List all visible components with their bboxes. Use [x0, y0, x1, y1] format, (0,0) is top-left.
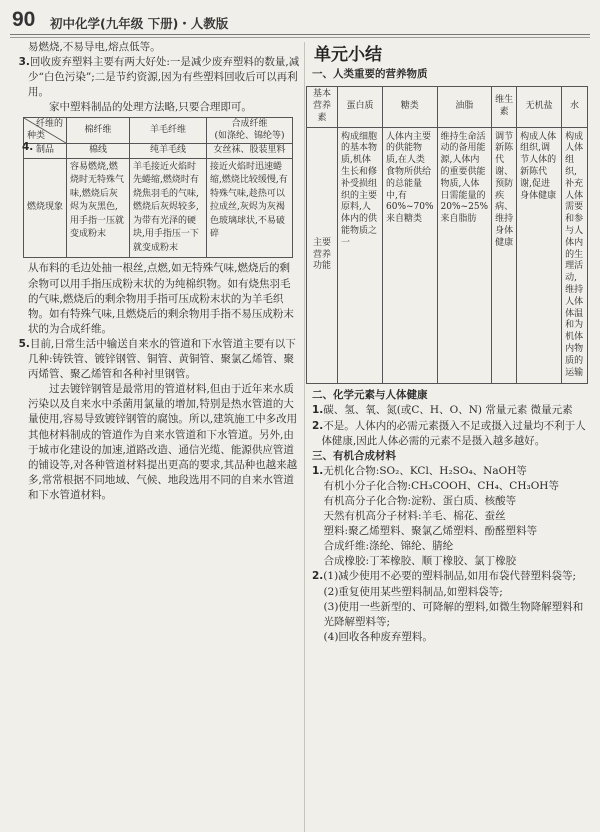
- header-carbohydrates: 糖类: [383, 87, 438, 127]
- item-text: 碳、氢、氧、氮(或C、H、O、N) 常量元素 微量元素: [323, 404, 573, 417]
- degradable-plastics: (3)使用一些新型的、可降解的塑料,如微生物降解塑料和光降解塑料等;: [323, 600, 584, 628]
- page-header: [10, 6, 590, 34]
- item-text: 不是。人体内的必需元素摄入不足或摄入过量均不利于人体健康,因此人体必需的元素不是摄入越多越好。: [321, 419, 586, 447]
- header-rule: [10, 34, 590, 35]
- cell-minerals-function: 构成人体组织,调节人体的新陈代谢,促进身体健康: [517, 127, 562, 384]
- paragraph-home-plastics: 家中塑料制品的处理方法略,只要合理即可。: [49, 101, 252, 114]
- item-number: 1.: [312, 464, 324, 477]
- section-2-heading: 二、化学元素与人体健康: [312, 389, 428, 402]
- cell-carbohydrates-function: 人体内主要的供能物质,在人类食物所供给的总能量中,有60%~70%来自糖类: [383, 127, 438, 384]
- natural-polymer-materials: 天然有机高分子材料:羊毛、棉花、蚕丝: [323, 510, 506, 523]
- page-number: 90: [12, 8, 36, 31]
- header-basic-nutrients: 基本营养素: [307, 87, 338, 127]
- cell-vitamins-function: 调节新陈代谢、预防疾病、维持身体健康: [492, 127, 517, 384]
- cell-fats-function: 维持生命活动的备用能源,人体内的重要供能物质,人体日需能量的20%~25%来自脂肪: [437, 127, 492, 384]
- row-label-products: 制品: [24, 144, 67, 159]
- item-number: 2.: [312, 419, 324, 432]
- reuse-plastics: (2)重复使用某些塑料制品,如塑料袋等;: [323, 585, 503, 598]
- header-water: 水: [562, 87, 588, 127]
- cell-synthetic-product: 女丝袜、股装里料: [207, 144, 293, 159]
- cell-wool-product: 纯羊毛线: [130, 144, 207, 159]
- item-number: 3.: [18, 56, 30, 69]
- paragraph-fiber-identification: 从布料的毛边处抽一根丝,点燃,如无特殊气味,燃烧后的剩余物可以用手指压成粉末状的为纯棉织物。如有烧焦羽毛的气味,燃烧后的剩余物用手指可压成粉末状的为羊毛织物。如有特殊气味,且燃烧后的剩余物用手指不易压成粉末状的为合成纤维。: [28, 262, 294, 335]
- item-number: 1.: [312, 404, 324, 417]
- cell-water-function: 构成人体组织,补充人体需要和参与人体内的生理活动,维持人体体温和为机体内物质的运输: [562, 127, 588, 384]
- book-title: 初中化学(九年级 下册)・人教版: [50, 16, 229, 31]
- synthetic-fibers-line: 合成纤维:涤纶、锦纶、腈纶: [323, 540, 454, 553]
- organic-macromolecules: 有机高分子化合物:淀粉、蛋白质、核酸等: [323, 494, 517, 507]
- header-synthetic-line2: (如涤纶、锦纶等): [214, 130, 285, 141]
- cell-cotton-product: 棉线: [67, 144, 130, 159]
- corner-bottom-label: 种类: [27, 130, 46, 141]
- nutrients-table: [306, 86, 588, 384]
- header-fats: 油脂: [437, 87, 492, 127]
- organic-small-molecules: 有机小分子化合物:CH₃COOH、CH₄、CH₃OH等: [323, 479, 559, 492]
- answer-item-5: [19, 337, 300, 382]
- header-cotton: 棉纤维: [67, 118, 130, 144]
- synthetic-rubber-line: 合成橡胶:丁苯橡胶、顺丁橡胶、氯丁橡胶: [323, 555, 517, 568]
- item-text: 回收废弃塑料主要有两大好处:一是减少废弃塑料的数量,减少“白色污染”;二是节约资源,因为有些塑料回收后可以再利用。: [28, 56, 300, 99]
- item-text: 目前,日常生活中输送自来水的管道和下水管道主要有以下几种:铸铁管、镀锌钢管、铜管、黄铜管、聚氯乙烯管、聚丙烯管、聚乙烯管和各种衬里钢管。: [28, 337, 296, 381]
- header-synthetic: [207, 118, 293, 144]
- right-column: [312, 40, 590, 645]
- answer-item-3: [19, 55, 300, 100]
- row-label-function: 主要营养功能: [307, 127, 338, 384]
- paragraph-pipe-materials: 过去镀锌钢管是最常用的管道材料,但由于近年来水质污染以及自来水中杀菌用氯量的增加,特别是热水管道的大量使用,容易导致镀锌钢管的腐蚀。所以,建筑施工中多改用其他材料制成的管道作为自来水管道和下水管道。另外,由于城市化建设的加速,道路改造、通信光缆、能源供应管道的铺设等,对各种管道材料提出更高的要求,其品种也越来越多,常常根据不同地域、气候、地段选用不同的自来水管道和下水管道材料。: [28, 383, 298, 501]
- item-text: (1)减少使用不必要的塑料制品,如用布袋代替塑料袋等;: [323, 570, 577, 583]
- section-3-item-2: [312, 569, 590, 584]
- fiber-comparison-table: [23, 117, 293, 258]
- section-2-item-2: [312, 419, 590, 449]
- header-wool: 羊毛纤维: [130, 118, 207, 144]
- item-4-number: 4.: [22, 141, 34, 153]
- cell-cotton-burning: 容易燃烧,燃烧时无特殊气味,燃烧后灰烬为灰黑色,用手指一压就变成粉末: [67, 158, 130, 258]
- header-rule-secondary: [10, 37, 590, 38]
- header-synthetic-line1: 合成纤维: [231, 119, 268, 130]
- corner-top-label: 纤维的: [35, 119, 63, 130]
- section-3-heading: 三、有机合成材料: [312, 449, 396, 462]
- section-3-item-1: [312, 464, 590, 479]
- plastics-line: 塑料:聚乙烯塑料、聚氯乙烯塑料、酚醛塑料等: [323, 525, 538, 538]
- section-1-heading: 一、人类重要的营养物质: [312, 68, 428, 81]
- header-vitamins: 维生素: [492, 87, 517, 127]
- cell-wool-burning: 羊毛接近火焰时先蜷缩,燃烧时有烧焦羽毛的气味,燃烧后灰烬较多,为带有光泽的硬块,用手指压一下就变成粉末: [130, 158, 207, 258]
- cell-synthetic-burning: 接近火焰时迅速蜷缩,燃烧比较缓慢,有特殊气味,趁热可以拉成丝,灰烬为灰褐色玻璃球状,不易破碎: [207, 158, 293, 258]
- unit-summary-title: 单元小结: [314, 45, 382, 65]
- header-minerals: 无机盐: [517, 87, 562, 127]
- left-column: [18, 40, 300, 503]
- recycle-plastics: (4)回收各种废弃塑料。: [323, 630, 433, 643]
- paragraph-combustion-end: 易燃烧,不易导电,熔点低等。: [28, 41, 161, 53]
- section-2-item-1: [312, 403, 590, 418]
- column-divider: [304, 42, 305, 832]
- row-label-burning: 燃烧现象: [24, 158, 67, 258]
- item-number: 5.: [18, 337, 30, 350]
- cell-protein-function: 构成细胞的基本物质,机体生长和修补受损组织的主要原料,人体内的供能物质之一: [338, 127, 383, 384]
- item-number: 2.: [312, 570, 324, 583]
- item-text: 无机化合物:SO₂、KCl、H₂SO₄、NaOH等: [323, 464, 527, 477]
- header-protein: 蛋白质: [338, 87, 383, 127]
